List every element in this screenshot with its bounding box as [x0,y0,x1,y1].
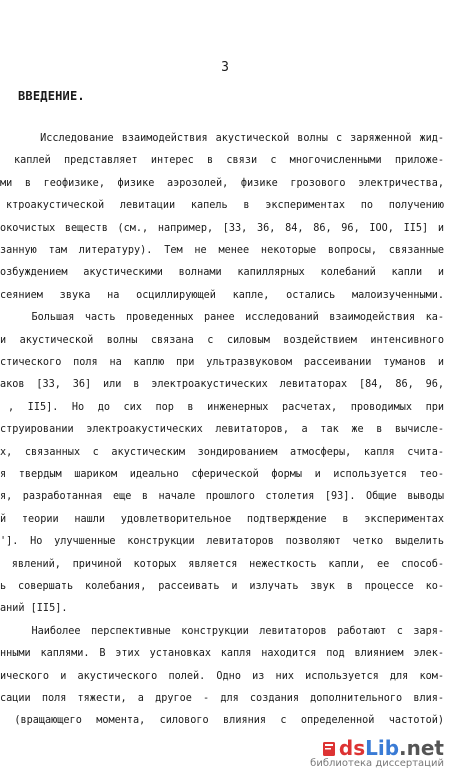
text-line: ь совершать колебания, рассеивать и излучать звук в процессе ко- [0,581,444,592]
text-line: озбуждением акустическими волнами капиллярных колебаний капли и [0,267,444,279]
text-line: аков [33, 36] или в электроакустических левитаторах [84, 86, 96, [0,379,444,391]
text-line: сации поля тяжести, а другое - для создания дополнительного влия- [0,693,444,704]
text-line: каплей представляет интерес в связи с многочисленными приложе- [14,155,444,167]
text-line: стического поля на каплю при ультразвуковом рассеивании туманов и [0,357,444,368]
text-line: й теории нашли удовлетворительное подтверждение в экспериментах [0,513,444,525]
text-line: Большая часть проведенных ранее исследований взаимодействия ка- [0,312,444,324]
text-line: ического и акустического полей. Одно из них используется для ком- [0,670,444,682]
watermark-subtitle: библиотека диссертаций [310,758,444,769]
text-line: ']. Но улучшенные конструкции левитаторов позволяют четко выделить [0,536,444,548]
text-line: ми в геофизике, физике аэрозолей, физике грозового электричества, [0,177,444,189]
text-line: Наиболее перспективные конструкции левитаторов работают с заря- [0,625,444,637]
text-line: окочистых веществ (см., например, [33, 36, 84, 86, 96, IOO, II5] и [0,222,444,234]
text-line: ктроакустической левитации капель в экспериментах по получению [6,200,444,212]
text-line: и акустической волны связана с силовым воздействием интенсивного [0,334,444,346]
text-line: , II5]. Но до сих пор в инженерных расчетах, проводимых при [8,401,444,413]
text-line: (вращающего момента, силового влияния с определенной частотой) [0,715,444,727]
text-line: я, разработанная еще в начале прошлого столетия [93]. Общие выводы [0,491,444,503]
watermark-brand [310,738,444,758]
text-line: х, связанных с акустическим зондированием атмосферы, капля счита- [0,446,444,458]
text-line: занную там литературу). Тем не менее некоторые вопросы, связанные [0,245,444,256]
text-line: сеянием звука на осциллирующей капле, остались малоизученными. [0,289,444,301]
body-text [0,128,450,738]
watermark-ds: ds [338,736,366,760]
section-heading: ВВЕДЕНИЕ. [18,89,85,103]
book-icon [322,741,336,757]
text-line: я твердым шариком идеально сферической формы и используется тео- [0,469,444,480]
text-line: явлений, причиной которых является нежесткость капли, ее способ- [0,558,444,570]
text-line: струировании электроакустических левитаторов, а так же в вычисле- [0,424,444,436]
text-line: аний [II5]. [0,603,68,615]
watermark-lib: Lib [365,736,400,760]
page-number: 3 [221,60,229,75]
text-line: Исследование взаимодействия акустической волны с заряженной жид- [16,133,444,144]
watermark-net: .net [399,736,444,760]
watermark [310,738,444,769]
text-line: нными каплями. В этих установках капля находится под влиянием элек- [0,648,444,660]
